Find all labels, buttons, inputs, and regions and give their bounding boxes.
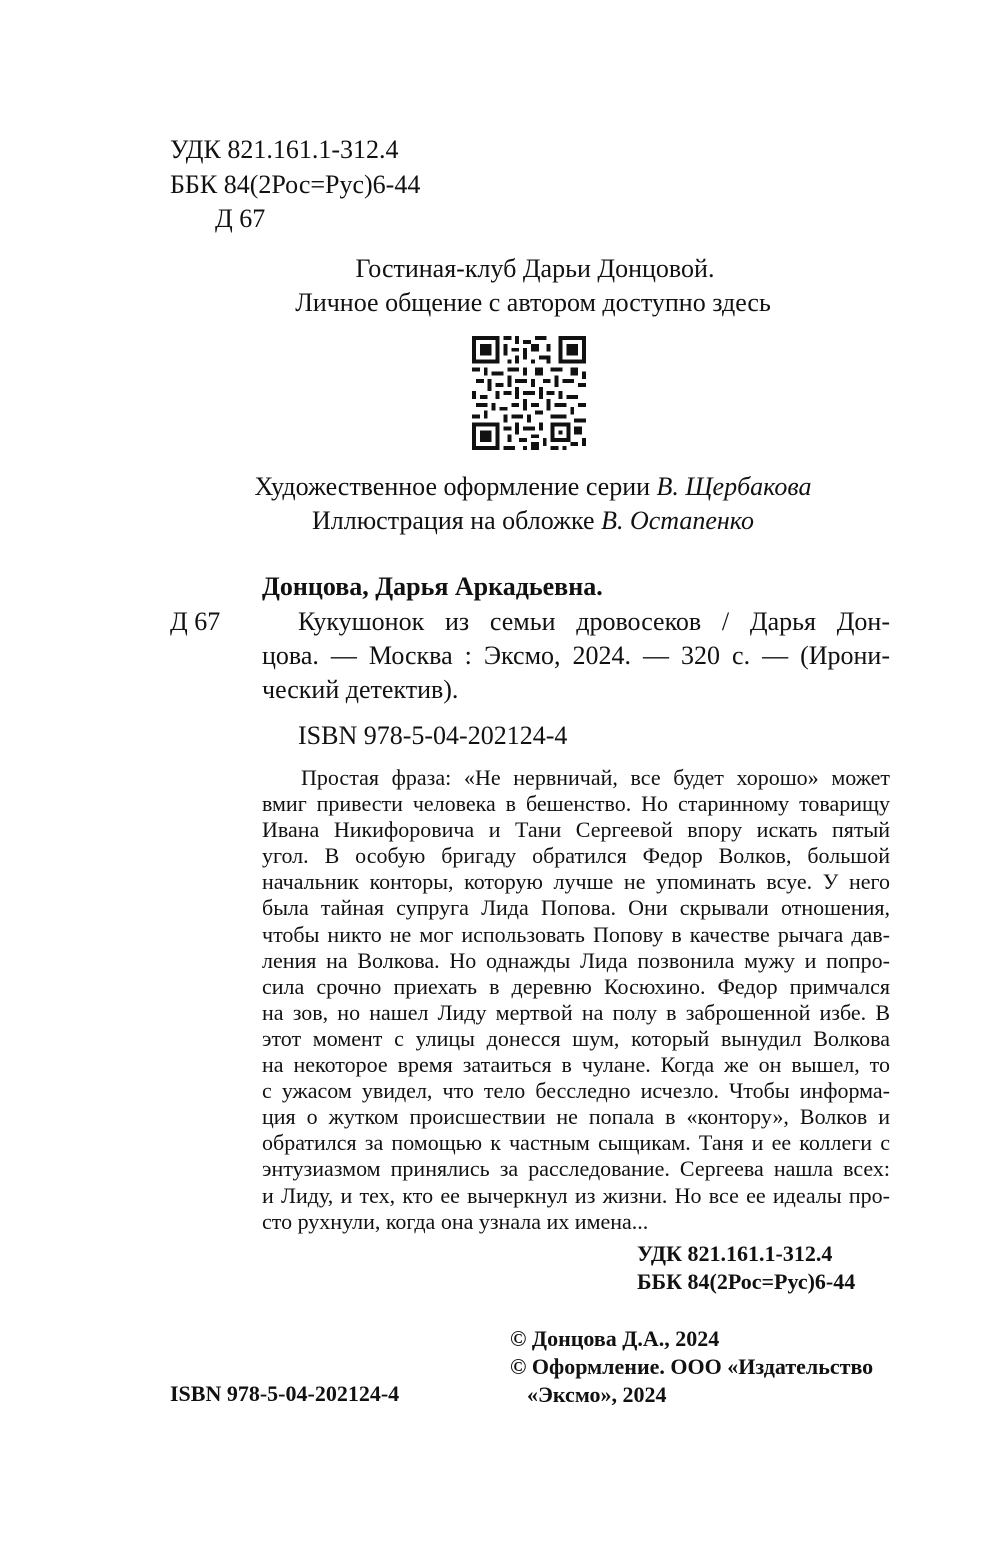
annotation-line: этот момент с улицы донесся шум, который вынудил Волкова bbox=[262, 1025, 890, 1051]
footer-udk: УДК 821.161.1-312.4 bbox=[637, 1241, 833, 1266]
catalog-line: цова. — Москва : Эксмо, 2024. — 320 с. — (Ирони- bbox=[262, 641, 890, 670]
catalog-mark: Д 67 bbox=[170, 607, 221, 636]
annotation-line: чтобы никто не мог использовать Попову в качестве рычага дав- bbox=[262, 921, 890, 947]
catalog-author: Донцова, Дарья Аркадьевна. bbox=[262, 572, 603, 601]
footer-bbk: ББК 84(2Рос=Рус)6-44 bbox=[637, 1269, 856, 1294]
annotation-line: была тайная супруга Лида Попова. Они скрывали отношения, bbox=[262, 895, 890, 921]
annotation-line: и Лиду, и тех, кто ее вычеркнул из жизни. Но все ее идеалы про- bbox=[262, 1182, 890, 1208]
footer-isbn: ISBN 978-5-04-202124-4 bbox=[170, 1381, 400, 1406]
annotation-line: на зов, но нашел Лиду мертвой на полу в заброшенной избе. В bbox=[262, 999, 890, 1025]
copyright-author: © Донцова Д.А., 2024 bbox=[510, 1326, 720, 1351]
copyright-design-line-1: © Оформление. ООО «Издательство bbox=[510, 1354, 874, 1379]
bbk-code: ББК 84(2Рос=Рус)6-44 bbox=[170, 170, 421, 199]
annotation-line: энтузиазмом принялись за расследование. Сергеева нашла всех: bbox=[262, 1156, 890, 1182]
qr-code-icon bbox=[472, 336, 586, 450]
cover-illustration-label: Иллюстрация на обложке bbox=[312, 506, 595, 535]
udk-code: УДК 821.161.1-312.4 bbox=[170, 135, 399, 164]
cover-illustrator-name: В. Остапенко bbox=[601, 506, 754, 535]
club-line-2: Личное общение с автором доступно здесь bbox=[295, 288, 771, 317]
catalog-line: Кукушонок из семьи дровосеков / Дарья Дон- bbox=[298, 607, 890, 636]
catalog-isbn: ISBN 978-5-04-202124-4 bbox=[298, 721, 568, 750]
annotation-line: на некоторое время затаиться в чулане. Когда же он вышел, то bbox=[262, 1052, 890, 1078]
annotation-line: с ужасом увидел, что тело бесследно исчезло. Чтобы информа- bbox=[262, 1078, 890, 1104]
annotation-line: ления на Волкова. Но однажды Лида позвонила мужу и попро- bbox=[262, 947, 890, 973]
annotation-line: ция о жутком происшествии не попала в «контору», Волков и bbox=[262, 1104, 890, 1130]
annotation-line: вмиг привести человека в бешенство. Но старинному товарищу bbox=[262, 791, 890, 817]
annotation-line: угол. В особую бригаду обратился Федор Волков, большой bbox=[262, 843, 890, 869]
catalog-line: ческий детектив). bbox=[262, 675, 459, 704]
club-line-1: Гостиная-клуб Дарьи Донцовой. bbox=[355, 254, 715, 283]
annotation-line: обратился за помощью к частным сыщикам. Таня и ее коллеги с bbox=[262, 1130, 890, 1156]
qr-code[interactable] bbox=[472, 336, 586, 450]
series-designer-name: В. Щербакова bbox=[656, 472, 812, 501]
cover-illustration-credit bbox=[0, 504, 1000, 538]
series-design-credit bbox=[0, 470, 1000, 504]
annotation-line: сто рухнули, когда она узнала их имена... bbox=[262, 1208, 649, 1234]
annotation-line: Простая фраза: «Не нервничай, все будет хорошо» может bbox=[301, 765, 890, 790]
annotation-line: сила срочно приехать в деревню Косюхино. Федор примчался bbox=[262, 973, 890, 999]
annotation-line: Ивана Никифоровича и Тани Сергеевой впору искать пятый bbox=[262, 817, 890, 843]
catalog-description bbox=[262, 605, 890, 707]
annotation-line: начальник конторы, которую лучше не упоминать всуе. У него bbox=[262, 869, 890, 895]
annotation-paragraph bbox=[262, 765, 890, 1235]
copyright-design-line-2: «Эксмо», 2024 bbox=[527, 1382, 667, 1407]
author-mark: Д 67 bbox=[215, 204, 266, 233]
series-design-label: Художественное оформление серии bbox=[254, 472, 651, 501]
